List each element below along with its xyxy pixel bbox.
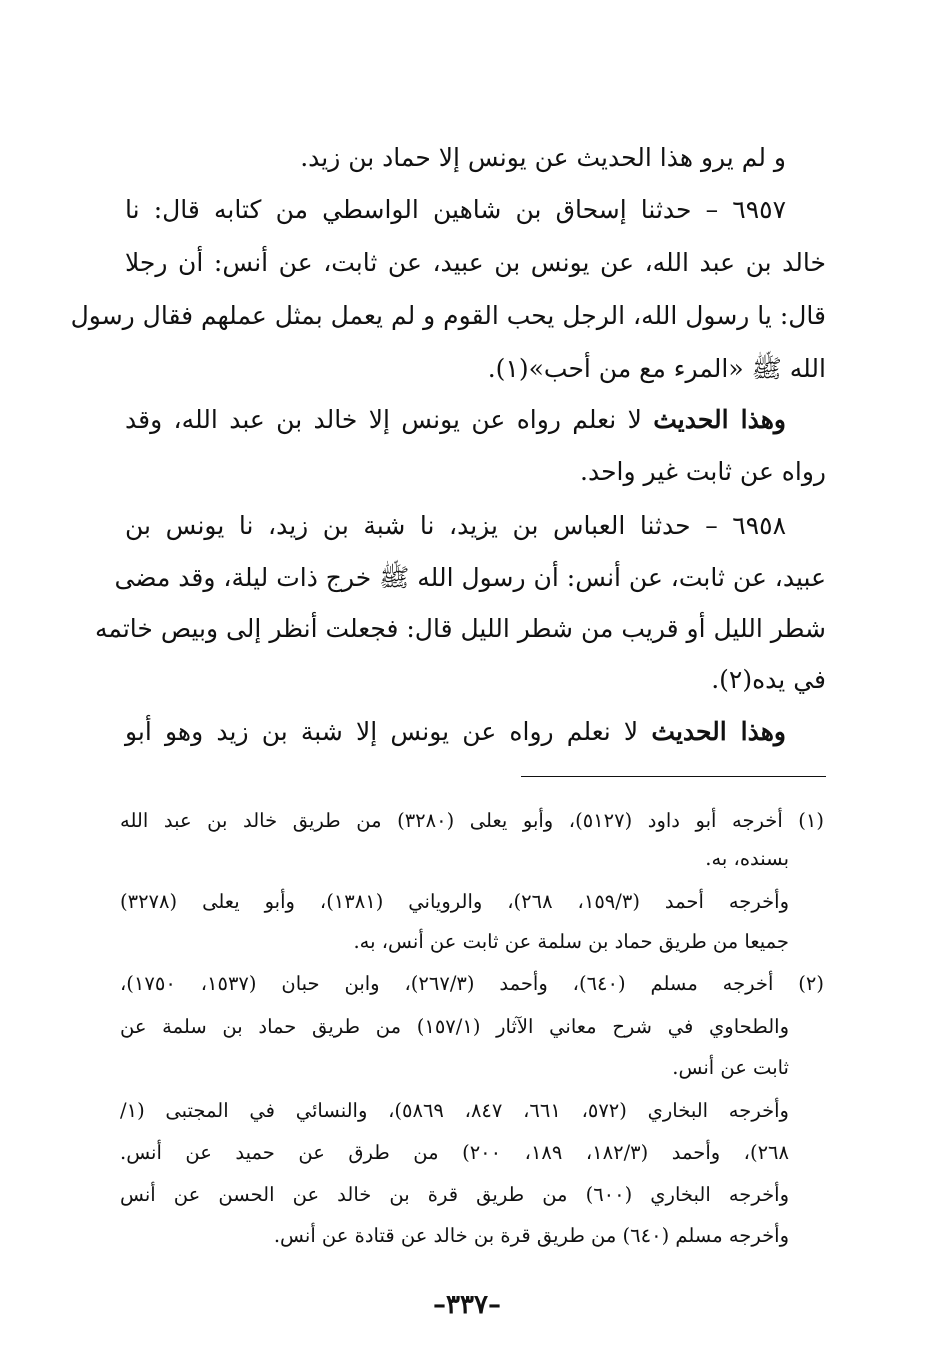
bold-lead: وهذا الحديث <box>651 717 786 746</box>
footnote-line: جميعا من طريق حماد بن سلمة عن ثابت عن أنس، به. <box>353 930 789 953</box>
bold-lead: وهذا الحديث <box>653 405 786 434</box>
text-line <box>125 506 786 546</box>
line-text: لا نعلم رواه عن يونس إلا شبة بن زيد وهو أبو <box>125 717 652 746</box>
footnote-separator <box>521 776 826 777</box>
text-line <box>70 296 826 336</box>
line-text: رواه عن ثابت غير واحد. <box>580 457 826 486</box>
line-text: قال: يا رسول الله، الرجل يحب القوم و لم يعمل بمثل عملهم فقال رسول <box>70 301 826 330</box>
line-text: خالد بن عبد الله، عن يونس بن عبيد، عن ثابت، عن أنس: أن رجلا <box>125 248 826 277</box>
text-line <box>94 609 826 649</box>
footnote-line: بسنده، به. <box>705 847 789 870</box>
text-line <box>125 190 786 230</box>
line-text: لا نعلم رواه عن يونس إلا خالد بن عبد الله، وقد <box>125 405 654 434</box>
footnote-line: وأخرجه البخاري (٥٧٢، ٦٦١، ٨٤٧، ٥٨٦٩)، والنسائي في المجتبى (١/ <box>120 1099 789 1122</box>
line-text: شطر الليل أو قريب من شطر الليل قال: فجعلت أنظر إلى وبيص خاتمه <box>94 614 826 643</box>
footnote-line: ٢٦٨)، وأحمد (١٨٢/٣، ١٨٩، ٢٠٠) من طرق عن حميد عن أنس. <box>120 1141 789 1164</box>
footnote-line: ثابت عن أنس. <box>672 1056 789 1079</box>
footnote-line: (٢) أخرجه مسلم (٦٤٠)، وأحمد (٢٦٧/٣)، وابن حبان (١٥٣٧، ١٧٥٠)، <box>120 972 824 995</box>
line-text: و لم يرو هذا الحديث عن يونس إلا حماد بن زيد. <box>300 143 786 172</box>
line-text: عبيد، عن ثابت، عن أنس: أن رسول الله ﷺ خرج ذات ليلة، وقد مضى <box>114 563 826 592</box>
line-text: في يده(٢). <box>711 665 826 694</box>
footnote-line: وأخرجه مسلم (٦٤٠) من طريق قرة بن خالد عن قتادة عن أنس. <box>273 1224 789 1247</box>
footnote-line: والطحاوي في شرح معاني الآثار (١٥٧/١) من طريق حماد بن سلمة عن <box>120 1015 789 1038</box>
footnote-line: وأخرجه أحمد (١٥٩/٣، ٢٦٨)، والروياني (١٣٨١)، وأبو يعلى (٣٢٧٨) <box>120 890 789 913</box>
text-line <box>125 452 826 492</box>
text-line <box>125 660 826 700</box>
text-line <box>125 712 786 752</box>
text-line <box>125 349 826 389</box>
line-text: ٦٩٥٧ – حدثنا إسحاق بن شاهين الواسطي من كتابه قال: نا <box>125 195 786 224</box>
page-number: –٣٣٧– <box>433 1290 501 1320</box>
line-text: ٦٩٥٨ – حدثنا العباس بن يزيد، نا شبة بن زيد، نا يونس بن <box>125 511 786 540</box>
line-text: الله ﷺ «المرء مع من أحب»(١). <box>487 354 826 383</box>
text-line <box>125 138 786 178</box>
footnote-line: وأخرجه البخاري (٦٠٠) من طريق قرة بن خالد عن الحسن عن أنس <box>120 1183 789 1206</box>
text-line <box>125 243 826 283</box>
footnote-line: (١) أخرجه أبو داود (٥١٢٧)، وأبو يعلى (٣٢٨٠) من طريق خالد بن عبد الله <box>120 809 825 832</box>
text-line <box>114 558 826 598</box>
text-line <box>125 400 786 440</box>
